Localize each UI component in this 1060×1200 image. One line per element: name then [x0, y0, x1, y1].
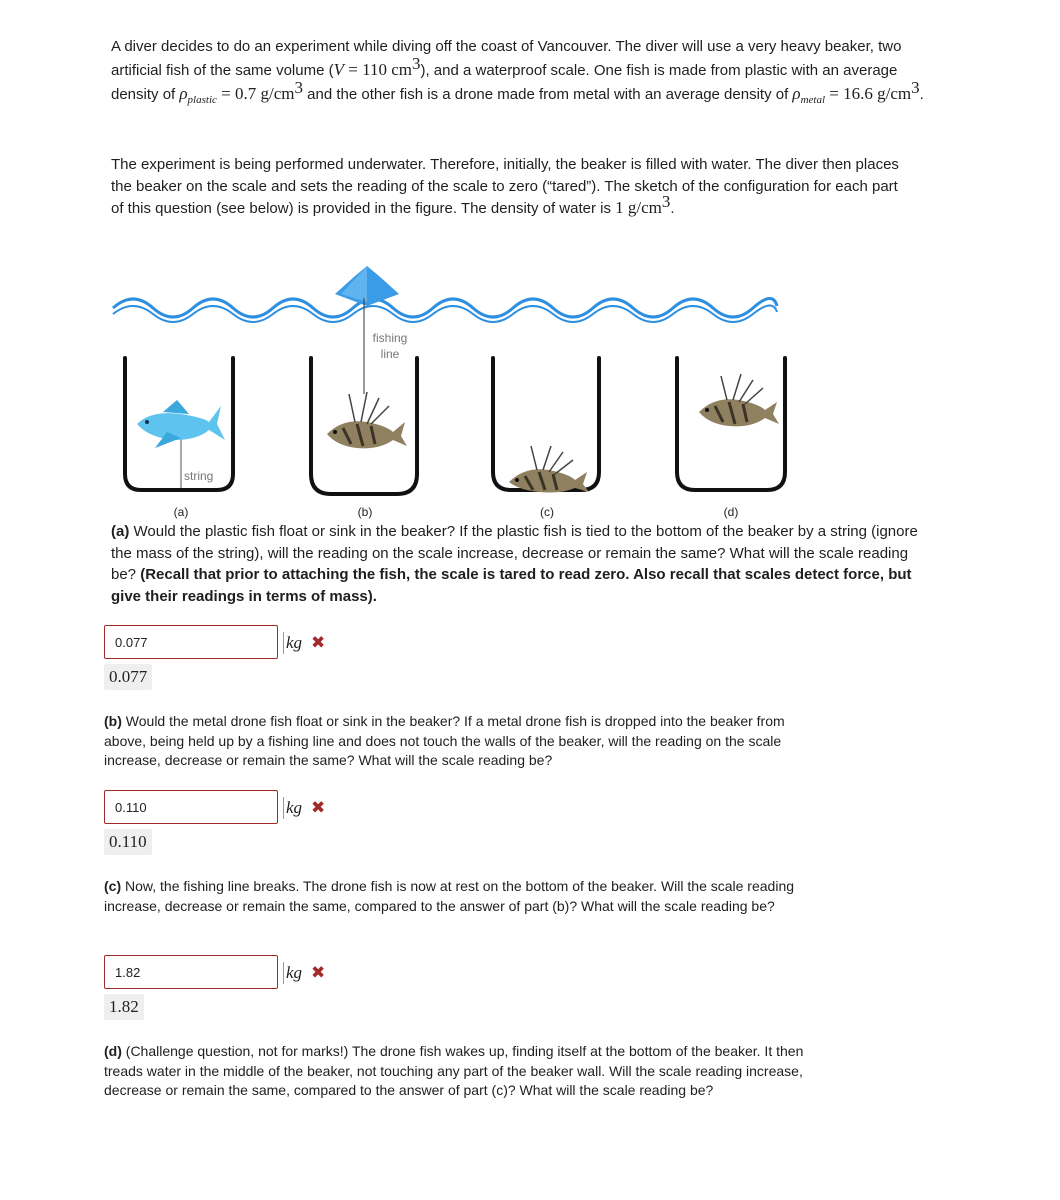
intro-text: ), and a waterproof scale. One fish is made from plastic with an average density of [111, 62, 898, 103]
water-density-value: 1 g/cm [615, 198, 662, 217]
submitted-answer: 0.110 [104, 829, 152, 855]
question-text: Would the metal drone fish float or sink in the beaker? If a metal drone fish is dropped into the beaker from above, being held up by a fishing line and does not touch the walls of the beaker, will the reading on the scale increase, decrease or remain the same? What will the scale reading be? [104, 713, 785, 768]
rho-symbol: ρ [179, 84, 188, 103]
question-label: (a) [111, 523, 130, 540]
answer-input-b[interactable] [104, 790, 278, 824]
question-b [104, 712, 824, 771]
metal-density-value: = 16.6 g/cm [825, 84, 912, 103]
figure-label-d: (d) [723, 505, 739, 519]
exponent: 3 [661, 192, 671, 211]
intro-text: . [919, 86, 924, 103]
exponent: 3 [294, 78, 303, 97]
rho-symbol: ρ [792, 84, 801, 103]
metal-subscript: metal [800, 94, 826, 106]
metal-fish-icon [699, 374, 779, 426]
figure-label-a: (a) [173, 505, 189, 519]
string-label: string [184, 469, 214, 483]
incorrect-icon: ✖ [311, 963, 326, 982]
volume-symbol: V [333, 60, 344, 79]
figure-label-b: (b) [357, 505, 373, 519]
question-d [104, 1042, 819, 1101]
figure-label-c: (c) [540, 505, 554, 519]
volume-value: = 110 cm [343, 60, 412, 79]
experiment-figure [105, 262, 795, 520]
intro-text: and the other fish is a drone made from metal with an average density of [302, 86, 793, 103]
wave-line [113, 305, 777, 322]
unit-label: kg [283, 962, 302, 984]
unit-label: kg [283, 632, 302, 654]
intro-paragraph-1 [111, 35, 931, 106]
answer-input-a[interactable] [104, 625, 278, 659]
question-label: (d) [104, 1043, 122, 1059]
metal-fish-icon [509, 446, 589, 493]
question-note: (Recall that prior to attaching the fish, the scale is tared to read zero. Also recall that scales detect force, but give their readings in terms of mass) [111, 566, 912, 605]
submitted-answer: 0.077 [104, 664, 152, 690]
question-c [104, 877, 794, 916]
intro-text: A diver decides to do an experiment while diving off the coast of Vancouver. The diver will use a very heavy beaker, two artificial fish of the same volume ( [111, 38, 902, 79]
submitted-answer: 1.82 [104, 994, 144, 1020]
question-text: Would the plastic fish float or sink in the beaker? If the plastic fish is tied to the bottom of the beaker by a string (ignore the mass of the string), will the reading on the scale increase, decrease or remain the same? What will the scale reading be? [111, 523, 918, 583]
intro-text: . [670, 200, 675, 217]
water-surface-waves [113, 298, 777, 322]
plastic-subscript: plastic [187, 94, 217, 106]
plastic-density-value: = 0.7 g/cm [216, 84, 295, 103]
unit-label: kg [283, 797, 302, 819]
question-text: Now, the fishing line breaks. The drone fish is now at rest on the bottom of the beaker. Will the scale reading increase, decrease or remain the same, compared to the answer of part (b)? What will the scale reading be? [104, 878, 795, 914]
metal-fish-icon [327, 392, 407, 448]
question-note: . [372, 587, 377, 605]
intro-paragraph-2 [111, 154, 901, 220]
exponent: 3 [411, 54, 421, 73]
question-label: (c) [104, 878, 122, 894]
boat-icon [335, 266, 399, 306]
question-text: (Challenge question, not for marks!) The drone fish wakes up, finding itself at the bottom of the beaker. It then treads water in the middle of the beaker, not touching any part of the beaker wall. Will the scale reading increase, decrease or remain the same, compared to the answer of part (c)? What will the scale reading be? [104, 1043, 804, 1098]
incorrect-icon: ✖ [311, 633, 326, 652]
intro-text: The experiment is being performed underwater. Therefore, initially, the beaker is filled with water. The diver then places the beaker on the scale and sets the reading of the scale to zero (“tared”). The sketch of the configuration for each part of this question (see below) is provided in the figure. The density of water is [111, 156, 899, 217]
answer-input-c[interactable] [104, 955, 278, 989]
incorrect-icon: ✖ [311, 798, 326, 817]
question-label: (b) [104, 713, 122, 729]
question-a [111, 521, 921, 607]
exponent: 3 [911, 78, 920, 97]
fishing-line-label: fishing [372, 331, 408, 345]
fishing-line-label: line [380, 347, 400, 361]
